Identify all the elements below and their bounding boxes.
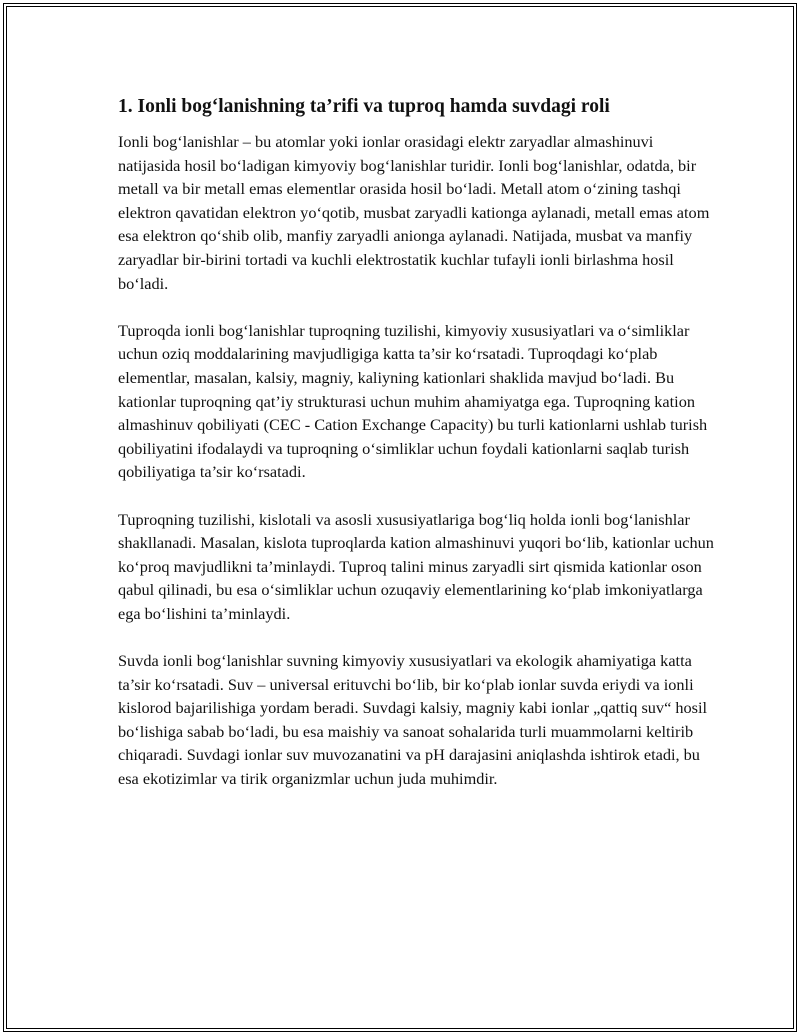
paragraph-soil-structure: Tuproqning tuzilishi, kislotali va asosli xususiyatlariga bog‘liq holda ionli bog‘lanishlar shakllanadi. Masalan, kislota tuproqlarda kation almashinuvi yuqori bo‘lib, kationlar uchun ko‘proq mavjudlikni ta’minlaydi. Tuproq talini minus zaryadli sirt qismida kationlar oson qabul qilinadi, bu esa o‘simliklar uchun ozuqaviy elementlarining ko‘plab imkoniyatlarga ega bo‘lishini ta’minlaydi. [118, 509, 714, 623]
document-body [118, 94, 718, 814]
paragraph-ionic-bonds-in-water: Suvda ionli bog‘lanishlar suvning kimyoviy xususiyatlari va ekologik ahamiyatiga katta ta’sir ko‘rsatadi. Suv – universal erituvchi bo‘lib, bir ko‘plab ionlar suvda eriydi va ionli kislorod bajarilishiga yordam beradi. Suvdagi kalsiy, magniy kabi ionlar „qattiq suv“ hosil bo‘lishiga sabab bo‘ladi, bu esa maishiy va sanoat sohalarida turli muammolarni keltirib chiqaradi. Suvdagi ionlar suv muvozanatini va pH darajasini aniqlashda ishtirok etadi, bu esa ekotizimlar va tirik organizmlar uchun juda muhimdir. [118, 651, 708, 789]
paragraph-ionic-bonds-in-soil: Tuproqda ionli bog‘lanishlar tuproqning tuzilishi, kimyoviy xususiyatlari va o‘simliklar uchun oziq moddalarining mavjudligiga katta ta’sir ko‘rsatadi. Tuproqdagi ko‘plab elementlar, masalan, kalsiy, magniy, kaliyning kationlari shaklida mavjud bo‘ladi. Bu kationlar tuproqning qat’iy strukturasi uchun muhim ahamiyatga ega. Tuproqning kation almashinuv qobiliyati (CEC - Cation Exchange Capacity) bu turli kationlarni ushlab turish qobiliyatini ifodalaydi va tuproqning o‘simliklar uchun foydali kationlarni saqlab turish qobiliyatiga ta’sir ko‘rsatadi. [118, 320, 708, 482]
paragraph-ionic-bond-definition: Ionli bog‘lanishlar – bu atomlar yoki ionlar orasidagi elektr zaryadlar almashinuvi natijasida hosil bo‘ladigan kimyoviy bog‘lanishlar turidir. Ionli bog‘lanishlar, odatda, bir metall va bir metall emas elementlar orasida hosil bo‘ladi. Metall atom o‘zining tashqi elektron qavatidan elektron yo‘qotib, musbat zaryadli kationga aylanadi, metall emas atom esa elektron qo‘shib olib, manfiy zaryadli anionga aylanadi. Natijada, musbat va manfiy zaryadlar bir-birini tortadi va kuchli elektrostatik kuchlar tufayli ionli birlashma hosil bo‘ladi. [118, 132, 710, 293]
section-heading: 1. Ionli bog‘lanishning ta’rifi va tuproq hamda suvdagi roli [118, 96, 610, 117]
